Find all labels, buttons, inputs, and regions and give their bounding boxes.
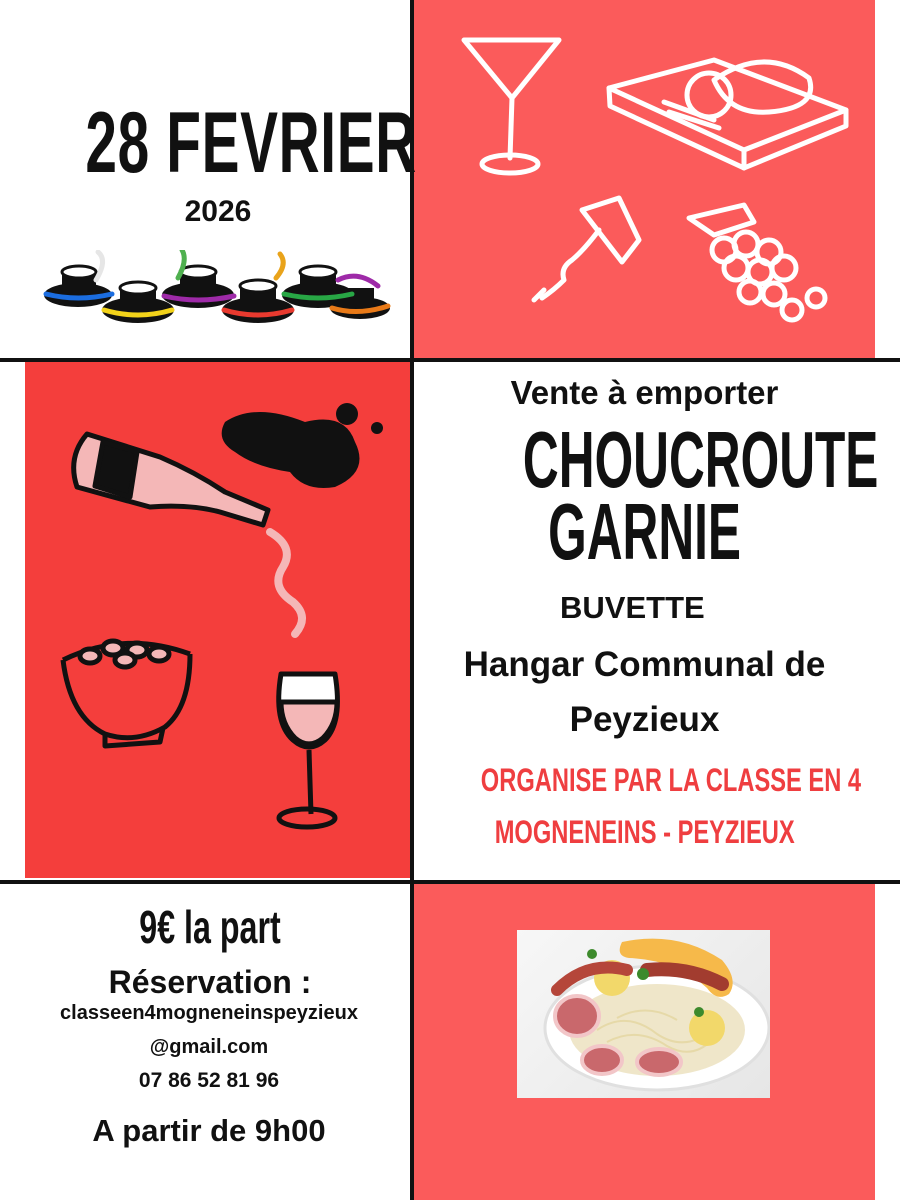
- reservation-email-line2[interactable]: @gmail.com: [149, 1036, 269, 1058]
- organiser-line1: ORGANISE PAR LA CLASSE EN 4: [480, 762, 862, 798]
- aperitif-illustration: [414, 0, 875, 358]
- horizontal-divider-bottom: [0, 880, 900, 884]
- event-title-line1: CHOUCROUTE: [522, 415, 879, 504]
- event-year: 2026: [184, 195, 252, 228]
- buvette-label: BUVETTE: [560, 590, 705, 625]
- start-time: A partir de 9h00: [92, 1113, 326, 1148]
- venue-line1: Hangar Communal de: [463, 645, 826, 684]
- choucroute-plate-image: [517, 930, 770, 1098]
- reservation-label: Réservation :: [108, 964, 312, 1000]
- wine-bottle-illustration: [25, 362, 410, 878]
- organiser-line2: MOGNENEINS - PEYZIEUX: [494, 814, 795, 850]
- reservation-phone[interactable]: 07 86 52 81 96: [138, 1069, 280, 1092]
- event-title-line2: GARNIE: [548, 487, 741, 576]
- top-hats-illustration: [38, 250, 398, 350]
- reservation-email-line1[interactable]: classeen4mogneneinspeyzieux: [60, 1002, 358, 1024]
- event-date: 28 FEVRIER: [85, 95, 417, 191]
- sale-subtitle: Vente à emporter: [510, 374, 779, 411]
- choucroute-photo: [517, 930, 770, 1098]
- price-per-portion: 9€ la part: [139, 901, 281, 953]
- venue-line2: Peyzieux: [569, 700, 720, 739]
